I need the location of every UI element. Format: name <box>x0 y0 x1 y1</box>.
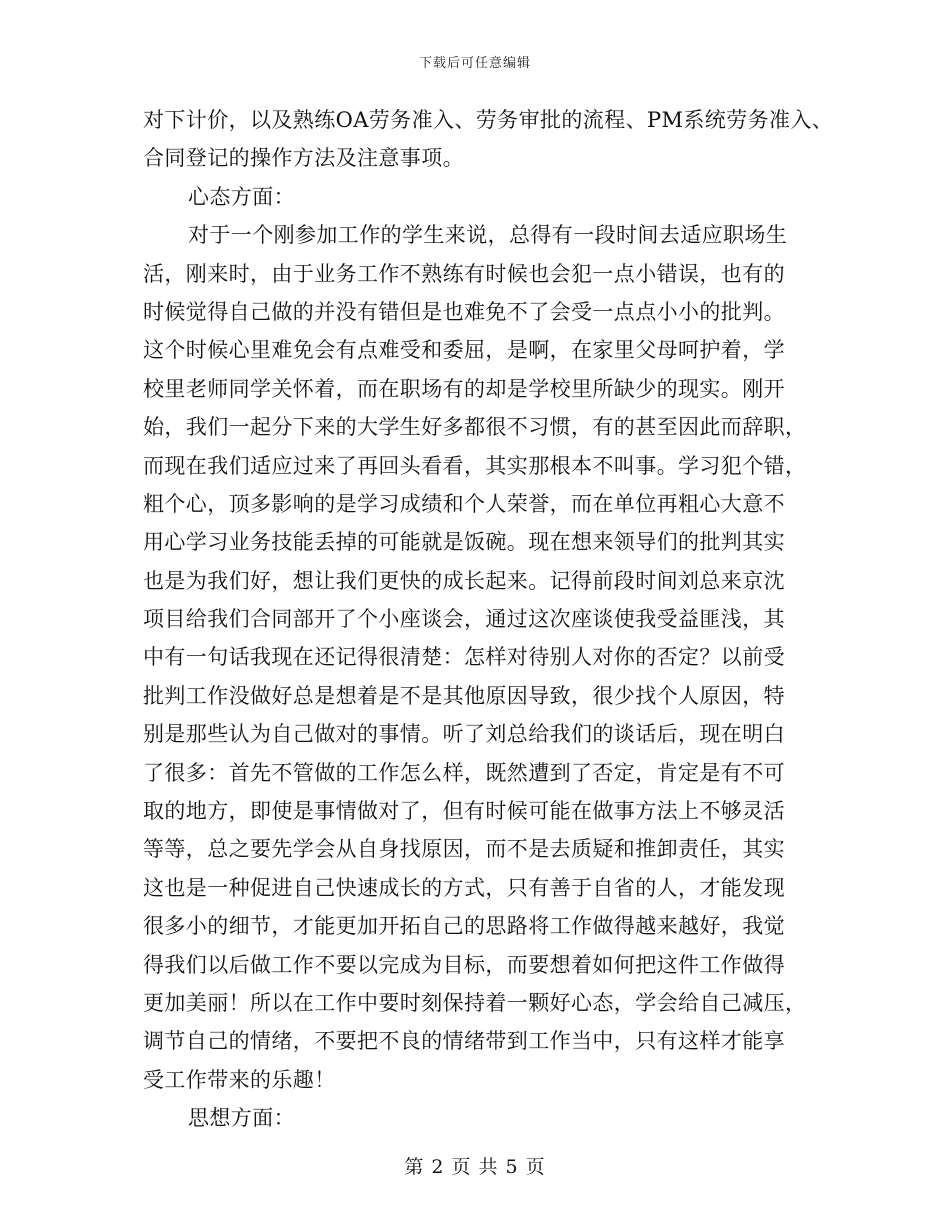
page-number-footer: 第 2 页 共 5 页 <box>404 1156 546 1178</box>
text-line: 始，我们一起分下来的大学生好多都很不习惯，有的甚至因此而辞职， <box>143 415 807 440</box>
text-line: 很多小的细节，才能更加开拓自己的思路将工作做得越来越好，我觉 <box>143 914 785 939</box>
text-line: 这也是一种促进自己快速成长的方式，只有善于自省的人，才能发现 <box>143 875 785 900</box>
document-body <box>143 101 834 1138</box>
text-line: 取的地方，即使是事情做对了，但有时候可能在做事方法上不够灵活 <box>143 799 785 824</box>
text-line: 等等，总之要先学会从自身找原因，而不是去质疑和推卸责任，其实 <box>143 837 785 862</box>
text-line: 更加美丽！所以在工作中要时刻保持着一颗好心态，学会给自己减压， <box>143 990 807 1015</box>
text-line: 活，刚来时，由于业务工作不熟练有时候也会犯一点小错误，也有的 <box>143 261 785 286</box>
text-line: 了很多：首先不管做的工作怎么样，既然遭到了否定，肯定是有不可 <box>143 760 785 785</box>
text-line: 批判工作没做好总是想着是不是其他原因导致，很少找个人原因，特 <box>143 683 785 708</box>
text-line: 别是那些认为自己做对的事情。听了刘总给我们的谈话后，现在明白 <box>143 722 785 747</box>
text-line: 调节自己的情绪，不要把不良的情绪带到工作当中，只有这样才能享 <box>143 1029 785 1054</box>
text-line: 对下计价，以及熟练OA劳务准入、劳务审批的流程、PM系统劳务准入、 <box>143 108 834 132</box>
text-line: 项目给我们合同部开了个小座谈会，通过这次座谈使我受益匪浅，其 <box>143 607 785 632</box>
text-line: 用心学习业务技能丢掉的可能就是饭碗。现在想来领导们的批判其实 <box>143 530 785 555</box>
section-heading: 思想方面： <box>188 1106 295 1131</box>
text-line: 得我们以后做工作不要以完成为目标，而要想着如何把这件工作做得 <box>143 952 785 977</box>
paragraph-first-line: 对于一个刚参加工作的学生来说，总得有一段时间去适应职场生 <box>188 223 788 248</box>
page-header: 下载后可任意编辑 <box>418 56 531 71</box>
text-line: 这个时候心里难免会有点难受和委屈，是啊，在家里父母呵护着，学 <box>143 338 785 363</box>
text-line: 中有一句话我现在还记得很清楚：怎样对待别人对你的否定？以前受 <box>143 645 785 670</box>
text-line: 受工作带来的乐趣！ <box>143 1067 336 1092</box>
text-line: 校里老师同学关怀着，而在职场有的却是学校里所缺少的现实。刚开 <box>143 376 785 401</box>
text-line: 也是为我们好，想让我们更快的成长起来。记得前段时间刘总来京沈 <box>143 568 785 593</box>
text-line: 而现在我们适应过来了再回头看看，其实那根本不叫事。学习犯个错， <box>143 453 807 478</box>
text-line: 合同登记的操作方法及注意事项。 <box>143 146 464 171</box>
text-line: 粗个心，顶多影响的是学习成绩和个人荣誉，而在单位再粗心大意不 <box>143 491 785 516</box>
section-heading: 心态方面： <box>188 184 295 209</box>
text-line: 时候觉得自己做的并没有错但是也难免不了会受一点点小小的批判。 <box>143 299 785 324</box>
